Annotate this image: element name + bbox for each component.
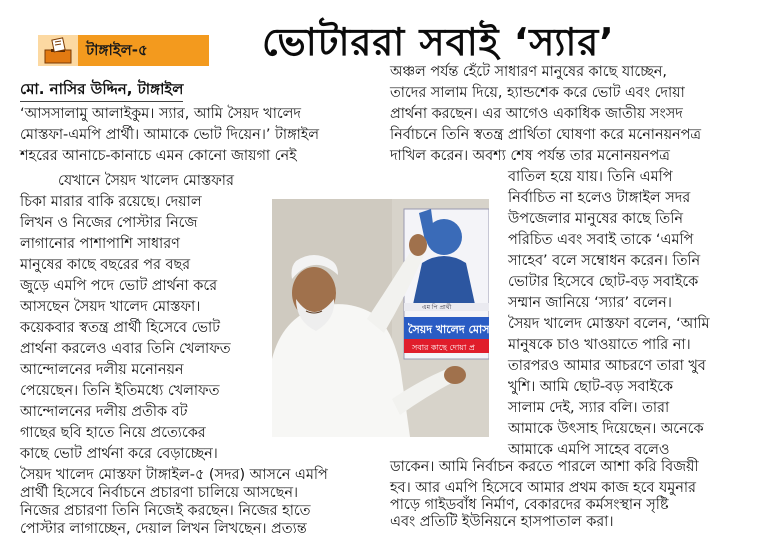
right-column-line: দাখিল করেন। অবশ্য শেষ পর্যন্ত তার মনোনয়নপত্র — [390, 148, 670, 164]
right-column-line: এবং প্রতিটি ইউনিয়নে হাসপাতাল করা। — [390, 514, 614, 530]
right-column-line: বাতিল হয়ে যায়। তিনি এমপি — [508, 169, 673, 185]
left-column-line: পোস্টার লাগাচ্ছেন, দেয়াল লিখন লিখছেন। প্রত্যন্ত — [20, 521, 307, 537]
right-column-line: আমাকে উৎসাহ দিয়েছেন। অনেকে — [508, 421, 704, 437]
right-column-line: তারপরও আমার আচরণে তারা খুব — [508, 358, 706, 374]
right-column-line: নির্বাচনে তিনি স্বতন্ত্র প্রার্থিতা ঘোষণা করে মনোনয়নপত্র — [390, 127, 701, 143]
cut-off-previous-text — [0, 0, 759, 2]
left-column-line: শহরের আনাচে-কানাচে এমন কোনো জায়গা নেই — [20, 148, 297, 164]
poster-subtitle: এম পি প্রার্থী — [422, 304, 452, 311]
left-column-line: ‘আসসালামু আলাইকুম। স্যার, আমি সৈয়দ খালেদ — [20, 106, 301, 122]
left-column-line: কয়েকবার স্বতন্ত্র প্রার্থী হিসেবে ভোট — [20, 320, 221, 336]
left-column-line: গাছের ছবি হাতে নিয়ে প্রত্যেকের — [20, 425, 206, 441]
left-column-line: লিখন ও নিজের পোস্টার নিজে — [20, 215, 198, 231]
right-column-line: সাহেব’ বলে সম্বোধন করেন। তিনি — [508, 253, 701, 269]
right-column-line: পরিচিত এবং সবাই তাকে ‘এমপি — [508, 232, 694, 248]
byline: মো. নাসির উদ্দিন, টাঙ্গাইল — [20, 78, 183, 102]
left-column-line: যেখানে সৈয়দ খালেদ মোস্তফার — [58, 173, 234, 189]
section-tag-label: টাঙ্গাইল-৫ — [86, 41, 148, 59]
right-column-line: প্রার্থনা করছেন। এর আগেও একাধিক জাতীয় সংসদ — [390, 106, 683, 122]
right-column-line: ডাকেন। আমি নির্বাচন করতে পারলে আশা করি বিজয়ী — [390, 459, 699, 475]
left-column-line: প্রার্থী হিসেবে নির্বাচনে প্রচারণা চালিয়ে আসছেন। — [20, 485, 299, 501]
candidate-photo — [272, 199, 489, 437]
right-column-line: খুশি। আমি ছোট-বড় সবাইকে — [508, 379, 673, 395]
left-column-line: আন্দোলনের দলীয় মনোনয়ন — [20, 362, 184, 378]
poster-name: সৈয়দ খালেদ মোস — [408, 323, 489, 336]
left-column-line: মোস্তফা-এমপি প্রার্থী। আমাকে ভোট দিয়েন।’ টাঙ্গাইল — [20, 127, 319, 143]
right-column-line: হব। আর এমপি হিসেবে আমার প্রথম কাজ হবে যমুনার — [390, 480, 696, 496]
left-column-line: মানুষের কাছে বছরের পর বছর — [20, 257, 191, 273]
right-column-line: সম্মান জানিয়ে ‘স্যার’ বলেন। — [508, 295, 672, 311]
right-column-line: সৈয়দ খালেদ মোস্তফা বলেন, ‘আমি — [508, 316, 710, 332]
left-column-line: চিকা মারার বাকি রয়েছে। দেয়াল — [20, 194, 202, 210]
left-column-line: পেয়েছেন। তিনি ইতিমধ্যে খেলাফত — [20, 383, 220, 399]
right-column-line: অঞ্চল পর্যন্ত হেঁটে সাধারণ মানুষের কাছে যাচ্ছেন, — [390, 64, 667, 80]
right-column-line: আমাকে এমপি সাহেব বলেও — [508, 442, 670, 458]
headline: ভোটাররা সবাই ‘স্যার’ — [262, 20, 615, 64]
right-column-line: মানুষকে চাও খাওয়াতে পারি না। — [508, 337, 691, 353]
left-column-line: নিজের প্রচারণা তিনি নিজেই করছেন। নিজের হাতে — [20, 503, 311, 519]
right-column-line: পাড়ে গাইডবাঁধ নির্মাণ, বেকারদের কর্মসংস্থান সৃষ্টি — [390, 497, 669, 513]
poster-slogan: সবার কাছে দোয়া প্র — [412, 343, 475, 352]
left-column-line: প্রার্থনা করলেও এবার তিনি খেলাফত — [20, 341, 231, 357]
right-column-line: উপজেলার মানুষের কাছে তিনি — [508, 211, 683, 227]
left-column-line: কাছে ভোট প্রার্থনা করে বেড়াচ্ছেন। — [20, 446, 218, 462]
right-column-line: নির্বাচিত না হলেও টাঙ্গাইল সদর — [508, 190, 691, 206]
election-poster — [404, 209, 489, 359]
right-column-line: তাদের সালাম দিয়ে, হ্যান্ডশেক করে ভোট এবং দোয়া — [390, 85, 685, 101]
left-column-line: আন্দোলনের দলীয় প্রতীক বট — [20, 404, 188, 420]
right-column-line: ভোটার হিসেবে ছোট-বড় সবাইকে — [508, 274, 699, 290]
left-column-line: জুড়ে এমপি পদে ভোট প্রার্থনা করে — [20, 278, 218, 294]
left-column-line: আসছেন সৈয়দ খালেদ মোস্তফা। — [20, 299, 201, 315]
ballot-box-icon — [38, 35, 78, 66]
left-column-line: সৈয়দ খালেদ মোস্তফা টাঙ্গাইল-৫ (সদর) আসনে এমপি — [20, 467, 328, 483]
right-column-line: সালাম দেই, স্যার বলি। তারা — [508, 400, 670, 416]
left-column-line: লাগানোর পাশাপাশি সাধারণ — [20, 236, 180, 252]
section-tag — [38, 35, 209, 66]
